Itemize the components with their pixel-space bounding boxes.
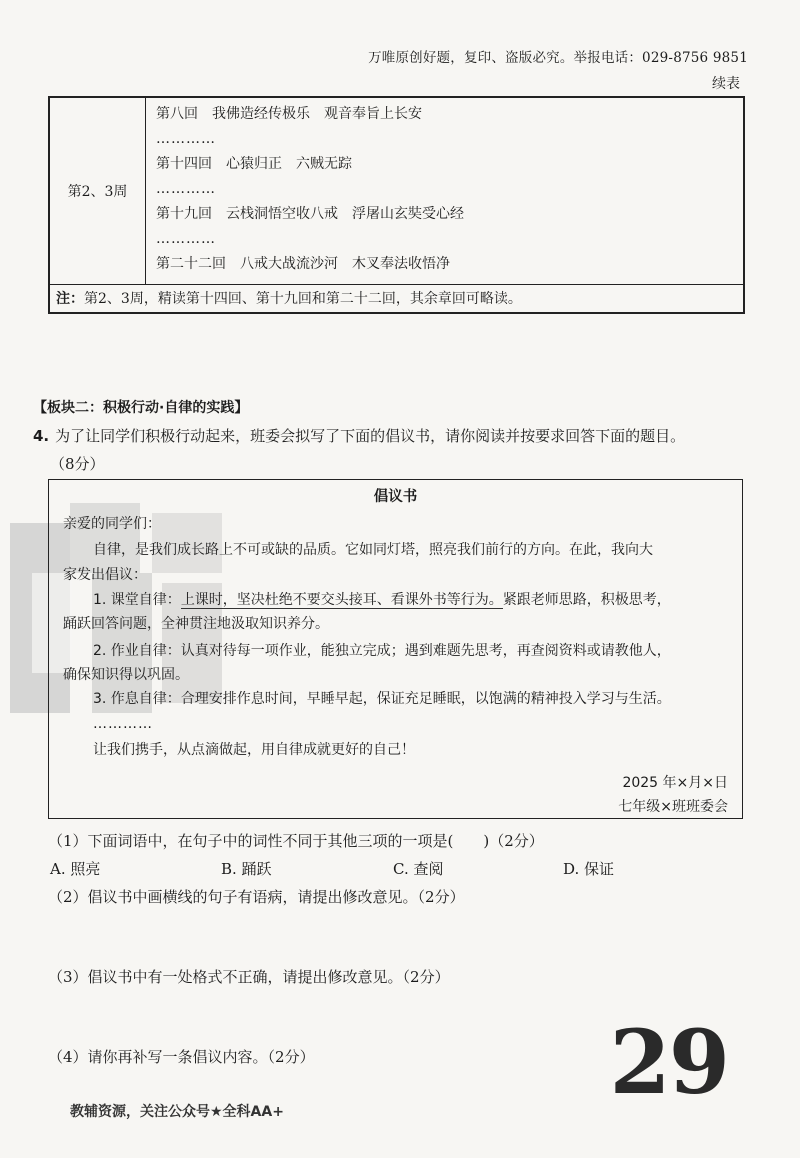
letter-intro-2: 家发出倡议： — [63, 567, 147, 583]
subquestion-3: （3）倡议书中有一处格式不正确，请提出修改意见。（2分） — [48, 968, 450, 986]
proposal-letter — [48, 479, 743, 819]
option-c[interactable]: C. 查阅 — [393, 860, 444, 878]
page-number: 29 — [609, 1010, 728, 1114]
letter-closing: 让我们携手，从点滴做起，用自律成就更好的自己！ — [93, 742, 415, 758]
note-text: 第2、3周，精读第十四回、第十九回和第二十二回，其余章回可略读。 — [84, 291, 522, 307]
letter-date: 2025 年×月×日 — [622, 775, 728, 791]
option-a[interactable]: A. 照亮 — [50, 860, 101, 878]
option-d[interactable]: D. 保证 — [563, 860, 615, 878]
letter-item-1 — [93, 590, 730, 610]
subquestion-2: （2）倡议书中画横线的句子有语病，请提出修改意见。（2分） — [48, 888, 465, 906]
subquestion-1: （1）下面词语中，在句子中的词性不同于其他三项的一项是( )（2分） — [48, 832, 544, 850]
schedule-table — [48, 96, 745, 314]
schedule-note — [50, 284, 743, 314]
chapter-ellipsis: ………… — [156, 181, 216, 197]
item1-prefix: 1. 课堂自律： — [93, 592, 181, 608]
letter-ellipsis: ………… — [93, 716, 153, 732]
chapter-line: 第八回 我佛造经传极乐 观音奉旨上长安 — [156, 106, 422, 122]
chapter-ellipsis: ………… — [156, 231, 216, 247]
section-title: 【板块二：积极行动·自律的实践】 — [33, 400, 249, 416]
letter-item-2: 2. 作业自律：认真对待每一项作业，能独立完成；遇到难题先思考，再查阅资料或请教他人， — [93, 643, 671, 659]
letter-item-1-cont: 踊跃回答问题，全神贯注地汲取知识养分。 — [63, 616, 329, 632]
chapter-ellipsis: ………… — [156, 131, 216, 147]
chapter-line: 第十九回 云栈洞悟空收八戒 浮屠山玄奘受心经 — [156, 206, 464, 222]
week-cell: 第2、3周 — [50, 98, 146, 284]
underlined-sentence: 上课时，坚决杜绝不要交头接耳、看课外书等行为。 — [180, 592, 503, 608]
letter-item-2-cont: 确保知识得以巩固。 — [63, 667, 189, 683]
letter-title: 倡议书 — [373, 489, 418, 505]
option-b[interactable]: B. 踊跃 — [221, 860, 272, 878]
item1-rest: 紧跟老师思路，积极思考， — [502, 592, 671, 608]
question-score: （8分） — [50, 455, 105, 473]
letter-intro-1: 自律，是我们成长路上不可或缺的品质。它如同灯塔，照亮我们前行的方向。在此，我向大 — [93, 542, 653, 558]
subquestion-4: （4）请你再补写一条倡议内容。（2分） — [48, 1048, 315, 1066]
chapter-line: 第二十二回 八戒大战流沙河 木叉奉法收悟净 — [156, 256, 450, 272]
copyright-note: 万唯原创好题，复印、盗版必究。举报电话：029-8756 9851 — [368, 50, 748, 66]
chapter-line: 第十四回 心猿归正 六贼无踪 — [156, 156, 352, 172]
letter-item-3: 3. 作息自律：合理安排作息时间，早睡早起，保证充足睡眠，以饱满的精神投入学习与生活。 — [93, 691, 671, 707]
chapter-list — [156, 102, 735, 277]
question-prompt — [33, 425, 685, 446]
question-text: 为了让同学们积极行动起来，班委会拟写了下面的倡议书，请你阅读并按要求回答下面的题目。 — [55, 427, 686, 445]
letter-signature: 七年级×班班委会 — [618, 799, 728, 815]
footer-note: 教辅资源，关注公众号★全科AA+ — [70, 1104, 284, 1120]
continued-label: 续表 — [712, 76, 740, 92]
letter-salutation: 亲爱的同学们： — [63, 516, 161, 532]
question-number: 4. — [33, 427, 50, 445]
note-label: 注： — [56, 291, 84, 307]
